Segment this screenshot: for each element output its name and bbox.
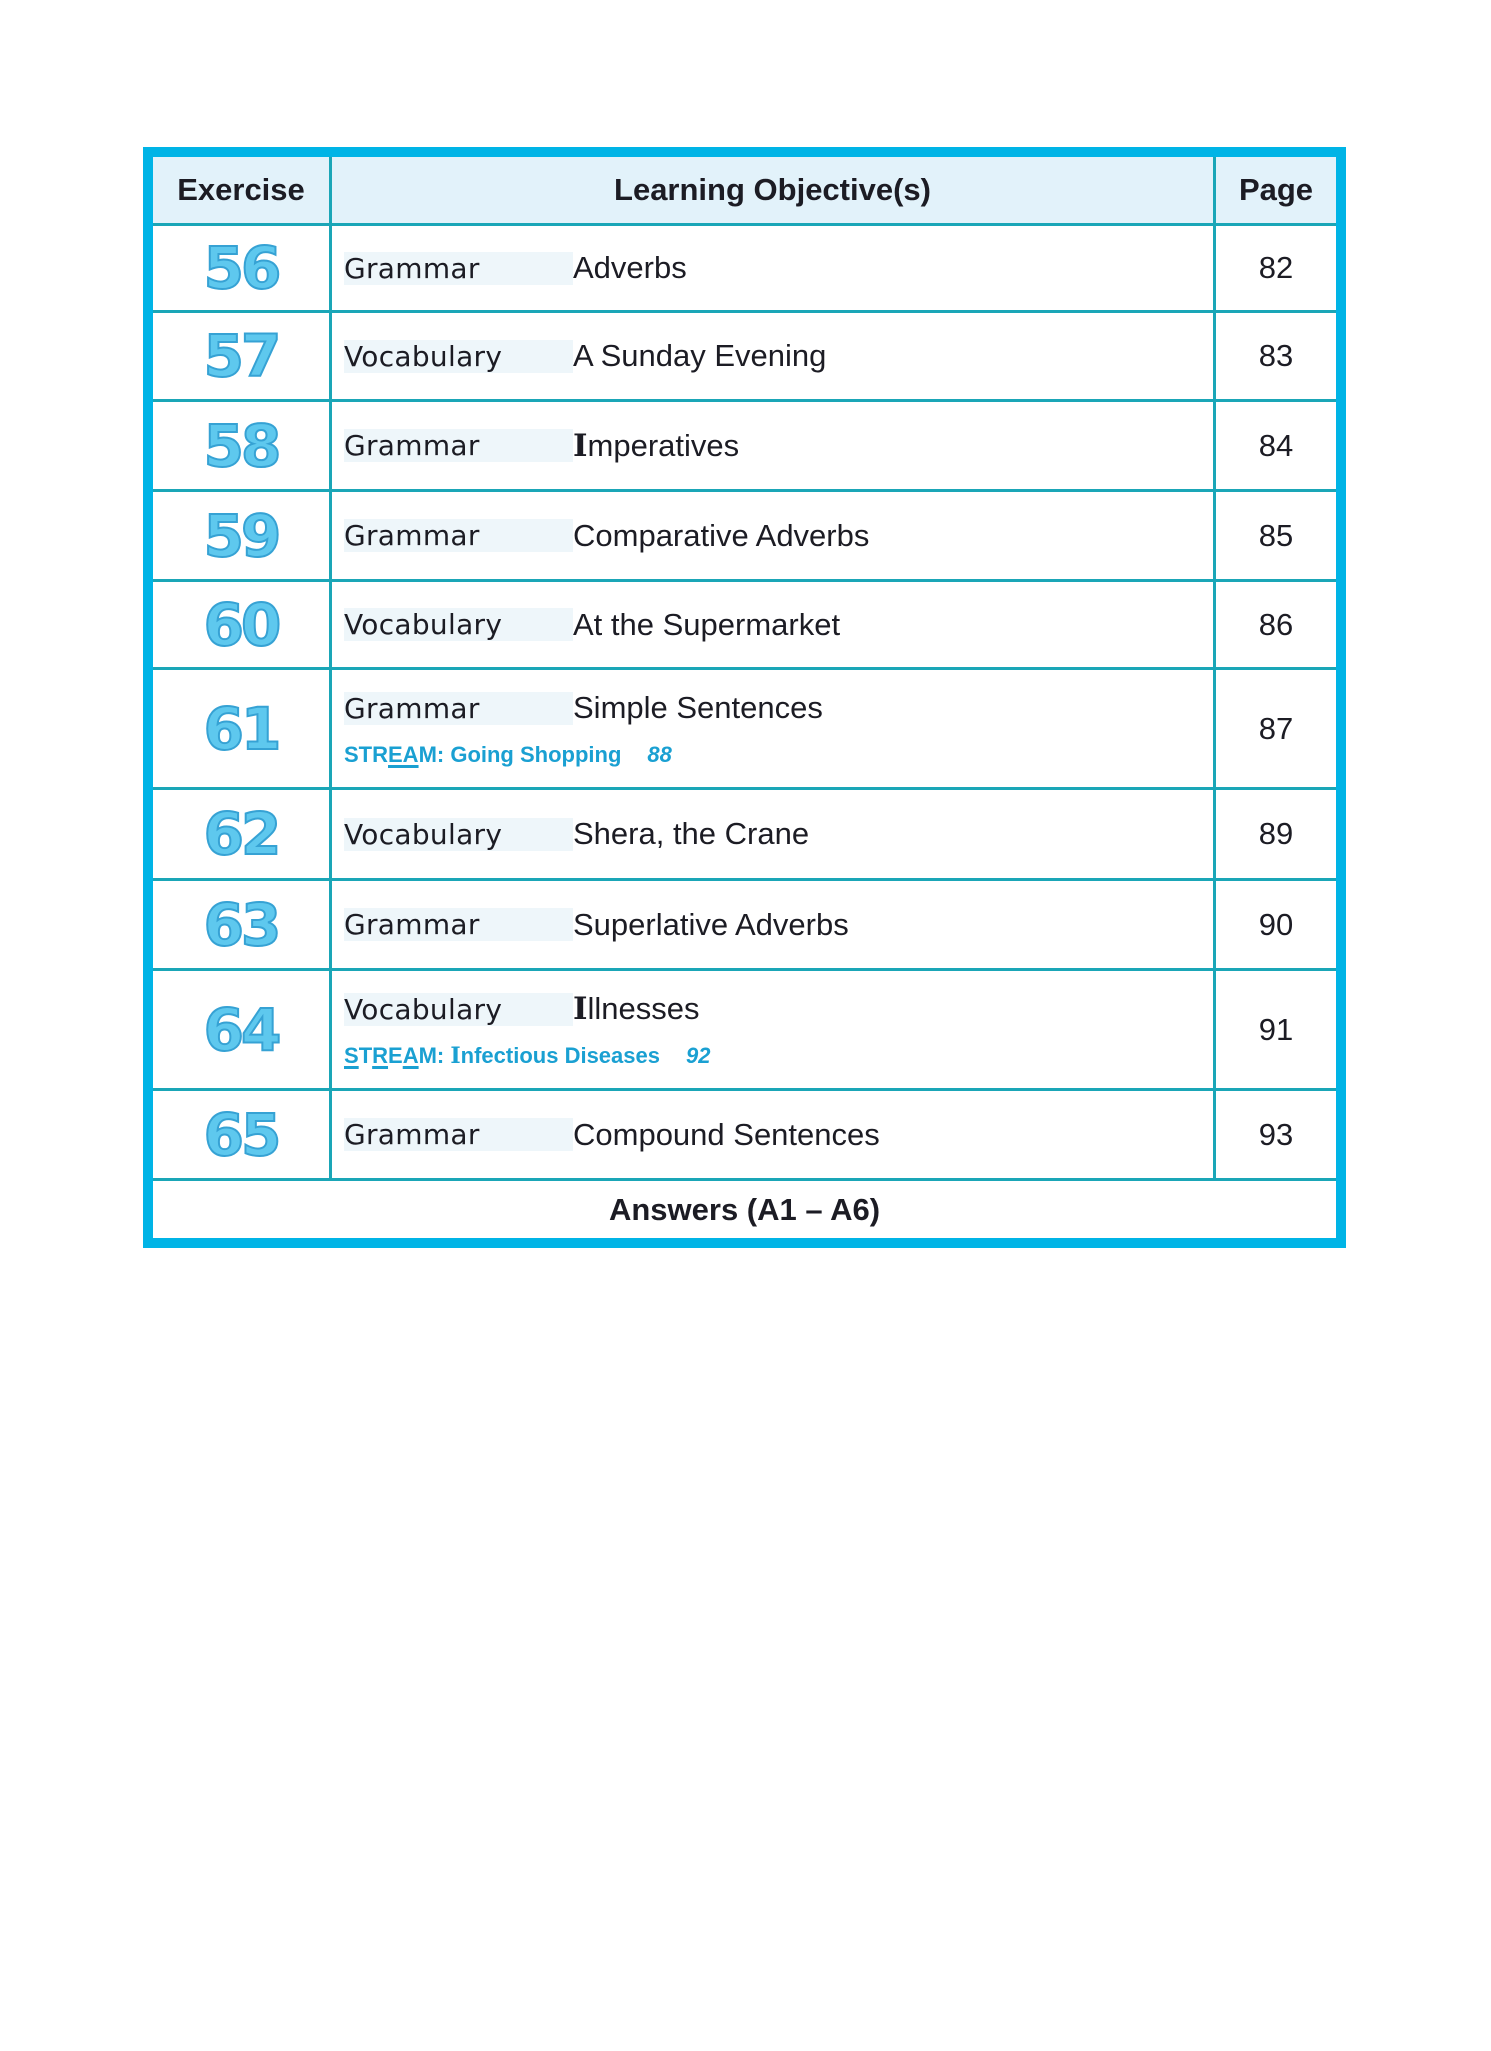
- table-header: [153, 157, 1336, 226]
- objective-cell: [332, 582, 1216, 667]
- category-label: Vocabulary: [344, 608, 573, 641]
- exercise-number: 61: [203, 694, 279, 763]
- contents-table: [143, 147, 1346, 1248]
- stream-text: M: Going Shopping: [418, 742, 622, 767]
- page-cell: [1216, 313, 1336, 399]
- category-label: Grammar: [344, 519, 573, 552]
- stream-text: STR: [344, 742, 388, 767]
- objective-cell: [332, 881, 1216, 968]
- stream-text: E: [388, 1043, 403, 1068]
- stream-link[interactable]: [344, 742, 672, 768]
- objective-cell: [332, 971, 1216, 1088]
- exercise-cell: [153, 582, 332, 667]
- lesson-title[interactable]: Compound Sentences: [573, 1116, 880, 1152]
- exercise-number: 59: [203, 501, 279, 570]
- category-label: Vocabulary: [344, 993, 573, 1026]
- exercise-number: 65: [203, 1100, 279, 1169]
- stream-link[interactable]: [344, 1043, 710, 1069]
- exercise-cell: [153, 971, 332, 1088]
- exercise-number: 58: [203, 411, 279, 480]
- page-cell: [1216, 1091, 1336, 1178]
- stream-page-number: 88: [647, 742, 672, 767]
- lesson-title[interactable]: At the Supermarket: [573, 606, 841, 642]
- exercise-cell: [153, 881, 332, 968]
- lesson-title[interactable]: Superlative Adverbs: [573, 906, 849, 942]
- category-label: Grammar: [344, 252, 573, 285]
- table-row[interactable]: [153, 670, 1336, 790]
- exercise-number: 62: [203, 800, 279, 868]
- objective-cell: [332, 1091, 1216, 1178]
- header-page: Page: [1238, 172, 1314, 207]
- exercise-cell: [153, 402, 332, 489]
- lesson-title[interactable]: Simple Sentences: [573, 690, 823, 725]
- objective-cell: [332, 790, 1216, 878]
- page-number[interactable]: 83: [1258, 338, 1294, 373]
- stream-text: T: [358, 1043, 373, 1068]
- category-label: Grammar: [344, 908, 573, 941]
- page-number[interactable]: 91: [1258, 1011, 1294, 1047]
- objective-cell: [332, 402, 1216, 489]
- table-row[interactable]: [153, 582, 1336, 670]
- lesson-title[interactable]: [573, 991, 700, 1027]
- page-cell: [1216, 971, 1336, 1088]
- exercise-number: 57: [203, 322, 279, 390]
- exercise-cell: [153, 790, 332, 878]
- page-cell: [1216, 582, 1336, 667]
- exercise-cell: [153, 492, 332, 579]
- stream-text-underlined: EA: [388, 742, 419, 767]
- table-row[interactable]: [153, 492, 1336, 582]
- exercise-cell: [153, 226, 332, 310]
- answers-label[interactable]: Answers (A1 – A6): [608, 1191, 881, 1227]
- page-number[interactable]: 82: [1258, 250, 1294, 285]
- page-number[interactable]: 93: [1258, 1116, 1294, 1152]
- stream-text: M:: [418, 1043, 451, 1068]
- exercise-cell: [153, 670, 332, 787]
- page-cell: [1216, 790, 1336, 878]
- page-number[interactable]: 90: [1258, 906, 1294, 942]
- page-cell: [1216, 226, 1336, 310]
- header-page-cell: [1216, 157, 1336, 223]
- objective-cell: [332, 313, 1216, 399]
- lesson-title[interactable]: Adverbs: [573, 250, 687, 285]
- title-rest: llnesses: [587, 991, 700, 1026]
- lesson-title[interactable]: Shera, the Crane: [573, 816, 810, 851]
- stream-text-underlined: A: [402, 1043, 419, 1068]
- lesson-title[interactable]: A Sunday Evening: [573, 338, 827, 373]
- lesson-title[interactable]: Comparative Adverbs: [573, 517, 870, 553]
- stream-text-underlined: S: [344, 1043, 359, 1068]
- page-number[interactable]: 86: [1258, 606, 1294, 642]
- exercise-number: 60: [203, 590, 279, 659]
- stream-text-underlined: R: [372, 1043, 389, 1068]
- table-row[interactable]: [153, 402, 1336, 492]
- page-number[interactable]: 87: [1258, 710, 1294, 746]
- page-cell: [1216, 881, 1336, 968]
- header-exercise: Exercise: [177, 172, 305, 207]
- header-objective: Learning Objective(s): [614, 172, 931, 207]
- page-number[interactable]: 85: [1258, 517, 1294, 553]
- exercise-cell: [153, 313, 332, 399]
- page-cell: [1216, 670, 1336, 787]
- stream-text: I: [450, 1043, 461, 1069]
- title-initial: I: [573, 427, 588, 464]
- exercise-number: 64: [203, 995, 279, 1064]
- header-objective-cell: [332, 157, 1216, 223]
- objective-cell: [332, 670, 1216, 787]
- page-number[interactable]: 84: [1258, 427, 1294, 463]
- table-row[interactable]: [153, 971, 1336, 1091]
- table-row[interactable]: [153, 881, 1336, 971]
- header-exercise-cell: [153, 157, 332, 223]
- page-number[interactable]: 89: [1258, 816, 1294, 851]
- category-label: Grammar: [344, 692, 573, 725]
- category-label: Grammar: [344, 429, 573, 462]
- table-row[interactable]: [153, 313, 1336, 402]
- category-label: Grammar: [344, 1118, 573, 1151]
- page-cell: [1216, 402, 1336, 489]
- exercise-number: 56: [203, 234, 279, 302]
- title-initial: I: [573, 991, 588, 1027]
- objective-cell: [332, 226, 1216, 310]
- table-row[interactable]: [153, 226, 1336, 313]
- objective-cell: [332, 492, 1216, 579]
- stream-text: nfectious Diseases: [460, 1043, 660, 1068]
- page-cell: [1216, 492, 1336, 579]
- table-row[interactable]: [153, 1091, 1336, 1181]
- exercise-number: 63: [203, 890, 279, 959]
- category-label: Vocabulary: [344, 818, 573, 851]
- title-rest: mperatives: [587, 427, 740, 463]
- exercise-cell: [153, 1091, 332, 1178]
- stream-page-number: 92: [685, 1043, 711, 1068]
- table-row[interactable]: [153, 790, 1336, 881]
- lesson-title[interactable]: [573, 428, 739, 464]
- answers-row[interactable]: [153, 1181, 1336, 1238]
- category-label: Vocabulary: [344, 340, 573, 373]
